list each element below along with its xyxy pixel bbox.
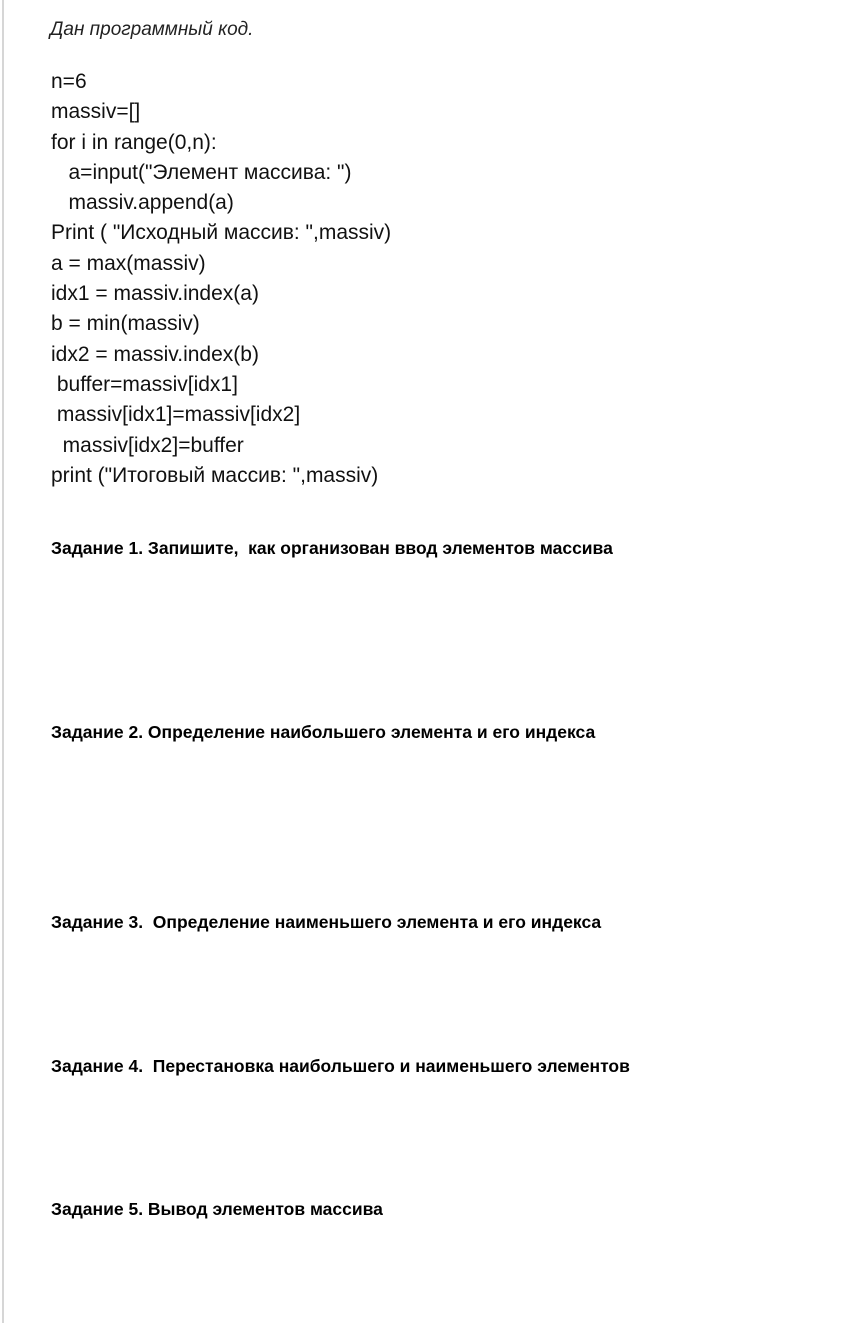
intro-text: Дан программный код. — [50, 19, 254, 40]
code-line: idx1 = massiv.index(a) — [51, 282, 259, 306]
code-line: massiv[idx1]=massiv[idx2] — [51, 403, 301, 427]
code-block — [51, 67, 391, 491]
task-4-heading: Задание 4. Перестановка наибольшего и наименьшего элементов — [51, 1056, 630, 1076]
code-line: Print ( "Исходный массив: ",massiv) — [51, 221, 392, 245]
code-line: idx2 = massiv.index(b) — [51, 342, 259, 366]
task-3-heading: Задание 3. Определение наименьшего элемента и его индекса — [51, 912, 602, 932]
code-line: massiv.append(a) — [51, 191, 234, 215]
code-line: a = max(massiv) — [51, 251, 206, 275]
code-line: print ("Итоговый массив: ",massiv) — [51, 463, 379, 487]
task-5-heading: Задание 5. Вывод элементов массива — [51, 1199, 383, 1219]
code-line: for i in range(0,n): — [51, 130, 217, 154]
code-line: a=input("Элемент массива: ") — [51, 160, 352, 184]
code-line: massiv=[] — [51, 100, 141, 124]
code-line: b = min(massiv) — [51, 312, 200, 336]
code-line: buffer=massiv[idx1] — [51, 372, 238, 396]
code-line: n=6 — [51, 70, 87, 93]
task-1-heading: Задание 1. Запишите, как организован ввод элементов массива — [51, 538, 613, 558]
code-line: massiv[idx2]=buffer — [51, 433, 244, 457]
task-2-heading: Задание 2. Определение наибольшего элемента и его индекса — [51, 722, 596, 742]
page-left-border — [2, 0, 4, 1323]
